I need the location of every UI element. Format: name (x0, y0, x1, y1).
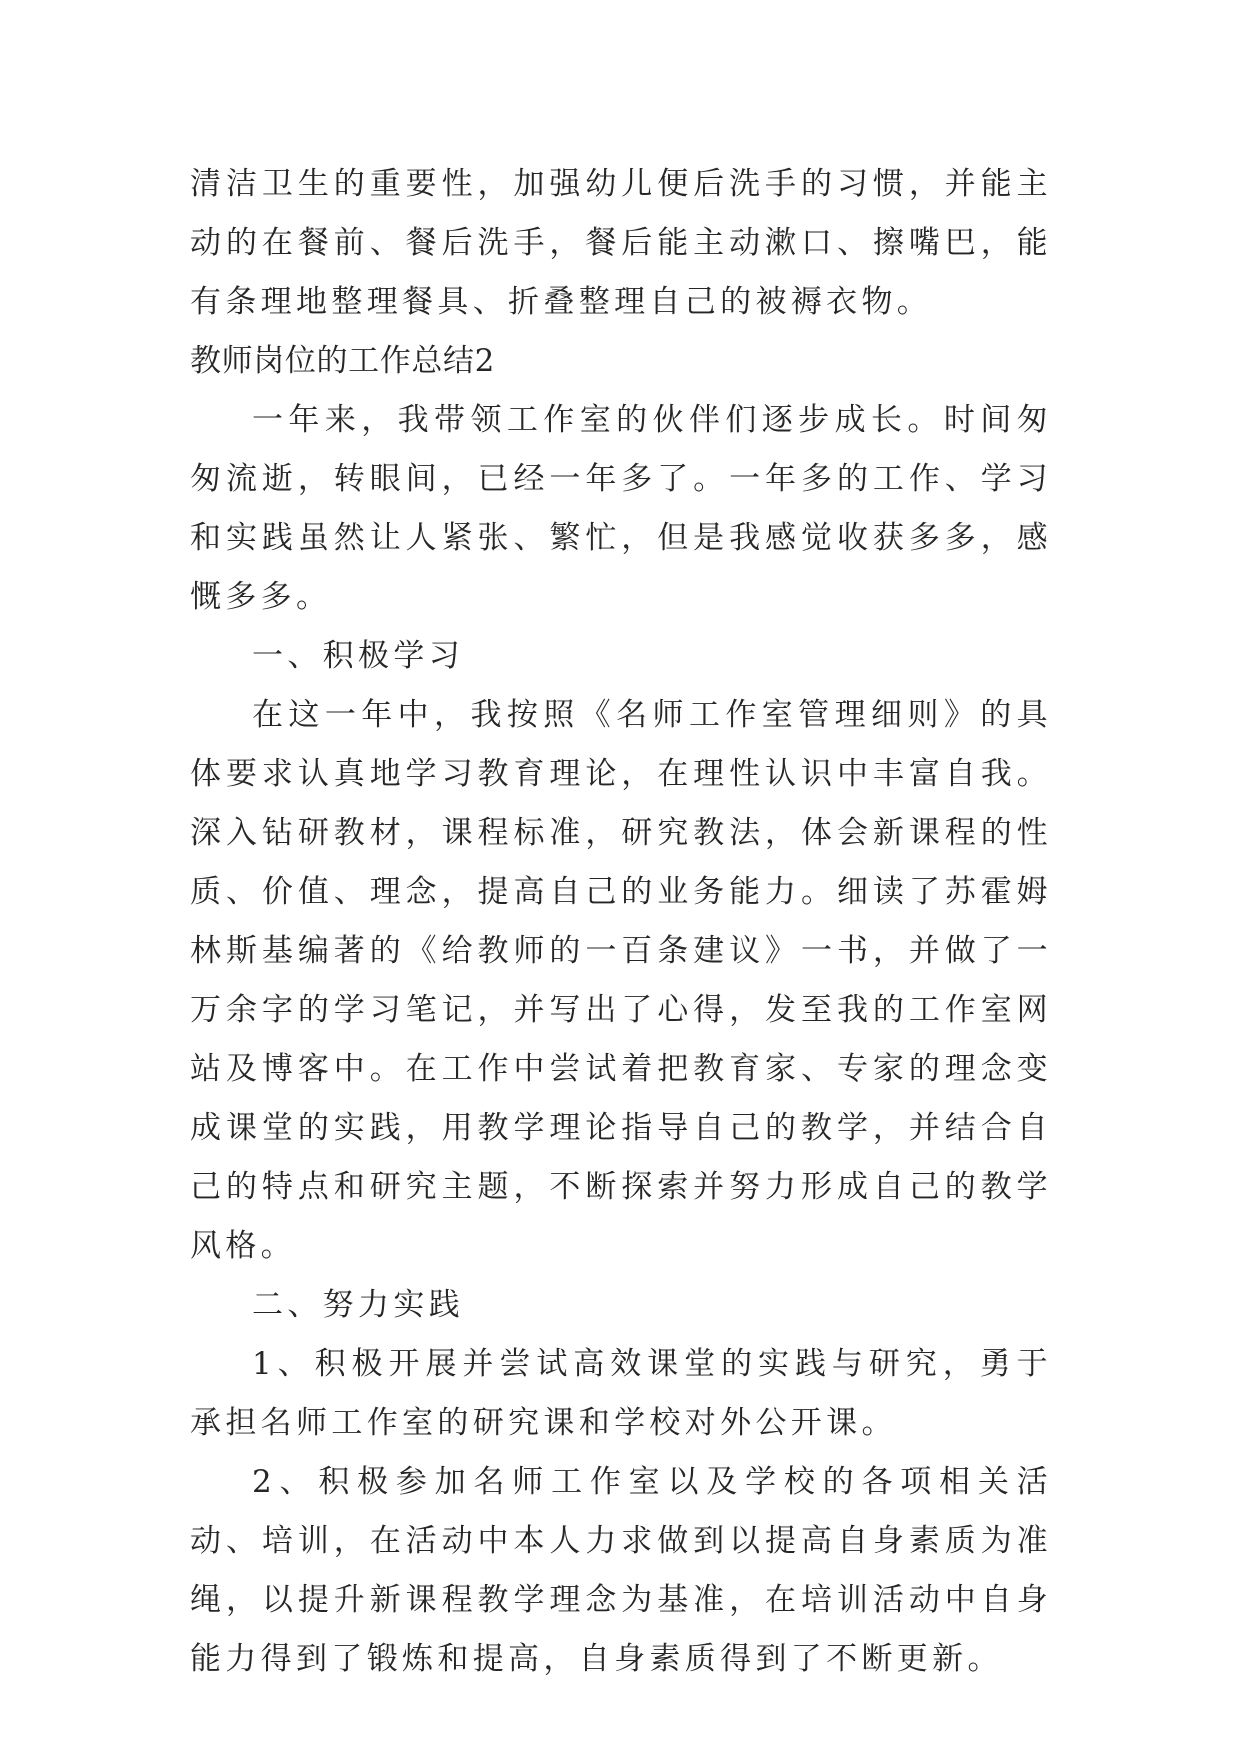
list-item-2: 2、积极参加名师工作室以及学校的各项相关活动、培训，在活动中本人力求做到以提高自身素质为准绳，以提升新课程教学理念为基准，在培训活动中自身能力得到了锻炼和提高，自身素质得到了不断更新。 (190, 1464, 1052, 1677)
document-body (190, 155, 1052, 1689)
paragraph-continued: 清洁卫生的重要性，加强幼儿便后洗手的习惯，并能主动的在餐前、餐后洗手，餐后能主动漱口、擦嘴巴，能有条理地整理餐具、折叠整理自己的被褥衣物。 (190, 166, 1052, 320)
paragraph-learning: 在这一年中，我按照《名师工作室管理细则》的具体要求认真地学习教育理论，在理性认识中丰富自我。深入钻研教材，课程标准，研究教法，体会新课程的性质、价值、理念，提高自己的业务能力。细读了苏霍姆林斯基编著的《给教师的一百条建议》一书，并做了一万余字的学习笔记，并写出了心得，发至我的工作室网站及博客中。在工作中尝试着把教育家、专家的理念变成课堂的实践，用教学理论指导自己的教学，并结合自己的特点和研究主题，不断探索并努力形成自己的教学风格。 (190, 697, 1052, 1264)
section-title: 教师岗位的工作总结2 (190, 343, 495, 379)
subheading-practice: 二、努力实践 (252, 1287, 465, 1323)
paragraph-intro: 一年来，我带领工作室的伙伴们逐步成长。时间匆匆流逝，转眼间，已经一年多了。一年多的工作、学习和实践虽然让人紧张、繁忙，但是我感觉收获多多，感慨多多。 (190, 402, 1052, 615)
list-item-1: 1、积极开展并尝试高效课堂的实践与研究，勇于承担名师工作室的研究课和学校对外公开课。 (190, 1346, 1052, 1441)
subheading-learning: 一、积极学习 (252, 638, 465, 674)
